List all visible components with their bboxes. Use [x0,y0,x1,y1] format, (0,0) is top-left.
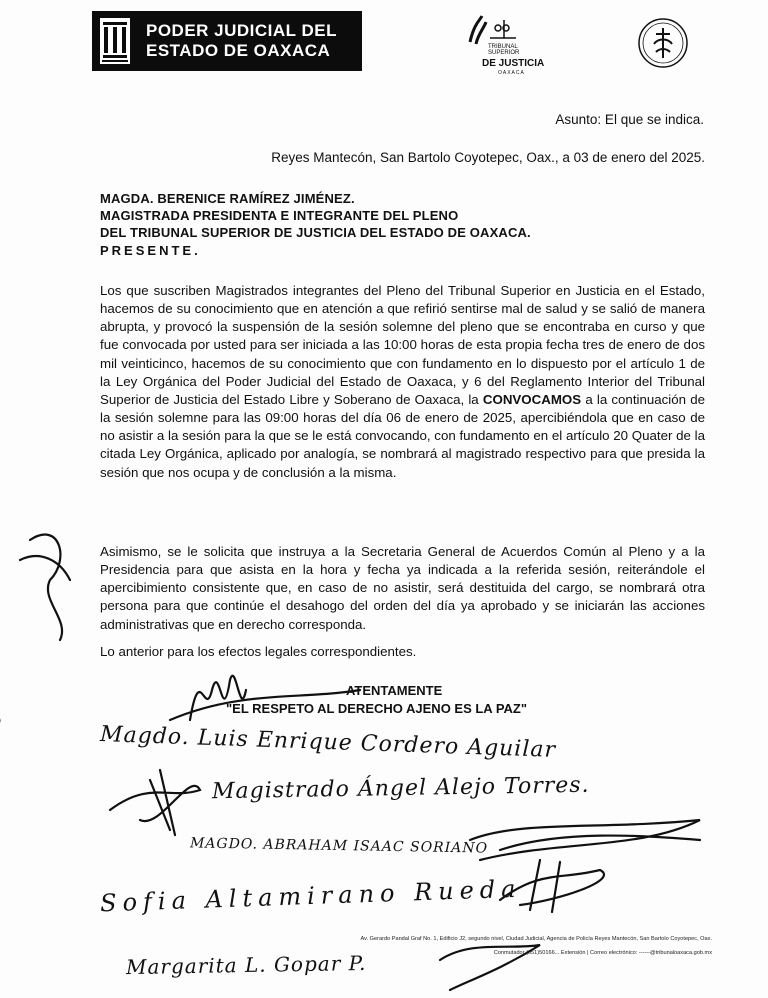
signature-margarita: Margarita L. Gopar P. [125,950,367,980]
convocamos-bold: CONVOCAMOS [482,391,582,407]
tribunal-superior-logo [460,14,550,78]
recipient-title: MAGISTRADA PRESIDENTA E INTEGRANTE DEL PLENO [100,208,459,224]
tsj-big-text: DE JUSTICIA [482,58,545,69]
poder-judicial-text [146,21,337,61]
body-paragraph-2: Asimismo, se le solicita que instruya a la Secretaria General de Acuerdos Común al Pleno y a la Presidencia para que asista en la hora y fecha ya indicada a la referida sesión, reiterándole el apercibimiento consistente que, en caso de no asistir, será destituida del cargo, se nombrará otra persona para que continúe el desahogo del orden del día ya aprobado y se iniciarán las acciones administrativas que en derecho corresponda. [100,544,705,632]
recipient-block [100,190,531,259]
side-signature [0,420,2,720]
poder-judicial-logo [92,11,362,71]
signature-sofia-altamirano: Sofia Altamirano Rueda [99,874,522,918]
footer-contact: Conmutador (951)50166... Extensión | Correo electrónico: ------@tribunaloaxaca.gob.mx [493,950,712,956]
presente-line: PRESENTE. [100,242,201,258]
signature-angel-alejo: Magistrado Ángel Alejo Torres. [211,772,590,805]
pj-line1: PODER JUDICIAL DEL [146,21,337,40]
paragraph-1-text-a: Los que suscriben Magistrados integrantes del Pleno del Tribunal Superior en Justicia en el Estado, hacemos de su conocimiento que en atención a que refirió sentirse mal de salud y se salió de manera abrupta, y provocó la suspensión de la sesión solemne del pleno que se encontraba en curso y que fue convocada por usted para ser iniciada a las 10:00 horas de esta propia fecha tres de enero de dos mil veinticinco, hacemos de su conocimiento que con fundamento en lo dispuesto por el artículo 1 de la Ley Orgánica del Poder Judicial del Estado de Oaxaca, y 6 del Reglamento Interior del Tribunal Superior de Justicia del Estado Libre y Soberano de Oaxaca, la [100,283,705,407]
signature-side-text [0,395,1,720]
footer-address: Av. Gerardo Pandal Graf No. 1, Edificio J2, segundo nivel, Ciudad Judicial, Agencia de Policía Reyes Mantecón, San Bartolo Coyotepec, Oax. [360,936,712,942]
date-line: Reyes Mantecón, San Bartolo Coyotepec, Oax., a 03 de enero del 2025. [271,150,705,165]
recipient-name: MAGDA. BERENICE RAMÍREZ JIMÉNEZ. [100,191,355,206]
courthouse-emblem-icon [98,16,132,66]
signature-abraham-isaac: MAGDO. ABRAHAM ISAAC SORIANO [189,835,489,857]
recipient-institution: DEL TRIBUNAL SUPERIOR DE JUSTICIA DEL ESTADO DE OAXACA. [100,225,531,241]
signature-luis-enrique: Magdo. Luis Enrique Cordero Aguilar [99,722,557,763]
paragraph-1-text-b: a la continuación de la sesión solemne para las 09:00 horas del día 06 de enero de 2025, apercibiéndola que en caso de no asistir a la sesión para la que se le está convocando, con fundamento en el artículo 20 Quater de la citada Ley Orgánica, aplicado por analogía, se nombrará al magistrado respectivo para que presida la sesión que nos ocupa y de conclusión a la misma. [100,391,705,480]
atentamente-heading: ATENTAMENTE [346,683,443,698]
subject-line: Asunto: El que se indica. [555,112,704,127]
motto-line: "EL RESPETO AL DERECHO AJENO ES LA PAZ" [226,701,528,716]
tsj-oaxaca-text: OAXACA [498,70,525,76]
scribble-2 [110,770,200,835]
round-seal-icon [636,16,690,70]
tsj-small-text: TRIBUNAL SUPERIOR [488,44,520,56]
closing-line: Lo anterior para los efectos legales correspondientes. [100,644,417,659]
body-paragraph-1 [100,282,705,482]
scribble-3 [470,820,700,860]
scribble-5 [20,535,70,640]
pj-line2: ESTADO DE OAXACA [146,41,331,60]
